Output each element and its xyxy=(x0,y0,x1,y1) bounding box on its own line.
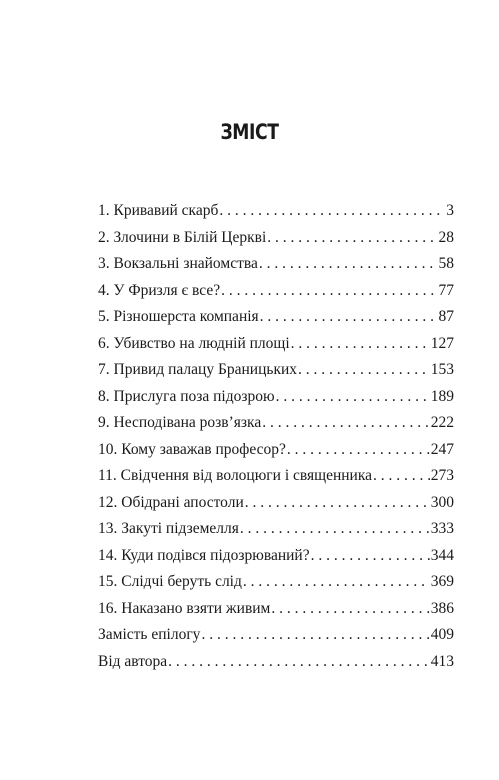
toc-entry xyxy=(98,255,454,282)
dot-leader xyxy=(287,441,430,459)
dot-leader xyxy=(373,467,430,485)
toc-entry-label: 8. Прислуга поза підозрою xyxy=(98,387,275,405)
toc-entry-label: 10. Кому заважав професор? xyxy=(98,440,286,458)
dot-leader xyxy=(168,653,430,671)
toc-entry-page: 386 xyxy=(430,599,454,617)
dot-leader xyxy=(260,308,438,326)
dot-leader xyxy=(267,229,437,247)
toc-entry-page: 127 xyxy=(430,334,454,352)
toc-entry-page: 333 xyxy=(430,520,454,537)
toc-entry-page: 28 xyxy=(438,228,454,246)
toc-entry xyxy=(98,520,454,547)
toc-entry xyxy=(98,494,454,521)
dot-leader xyxy=(221,282,437,300)
toc-entry-label: 12. Обідрані апостоли xyxy=(98,493,244,511)
dot-leader xyxy=(259,255,438,273)
toc-entry-page: 58 xyxy=(438,255,454,272)
toc-entry-page: 409 xyxy=(430,626,454,643)
toc-entry-page: 222 xyxy=(430,414,454,431)
toc-entry xyxy=(98,335,454,362)
dot-leader xyxy=(240,520,430,538)
toc-entry-label: 1. Кривавий скарб xyxy=(98,202,219,219)
toc-entry-page: 300 xyxy=(430,493,454,511)
toc-entry xyxy=(98,282,454,309)
toc-entry-label: 7. Привид палацу Браницьких xyxy=(98,361,298,378)
toc-entry xyxy=(98,573,454,600)
toc-entry-label: 16. Наказано взяти живим xyxy=(98,599,271,617)
toc-entry xyxy=(98,600,454,627)
toc-entry-label: 14. Куди подівся підозрюваний? xyxy=(98,546,310,564)
toc-entry xyxy=(98,229,454,256)
page-title: ЗМІСТ xyxy=(220,120,279,144)
toc-entry xyxy=(98,653,454,680)
dot-leader xyxy=(311,547,430,565)
toc-entry xyxy=(98,467,454,494)
dot-leader xyxy=(219,202,445,220)
toc-entry-page: 77 xyxy=(438,281,454,299)
dot-leader xyxy=(298,361,430,379)
dot-leader xyxy=(245,494,430,512)
dot-leader xyxy=(262,414,430,432)
toc-entry-label: 9. Несподівана розв’язка xyxy=(98,414,262,431)
toc-entry-label: Від автора xyxy=(98,652,168,670)
toc-entry xyxy=(98,308,454,335)
toc-entry-page: 413 xyxy=(430,652,454,670)
toc-entry xyxy=(98,547,454,574)
toc-entry-page: 153 xyxy=(430,361,454,378)
toc-entry-page: 3 xyxy=(446,202,454,219)
toc-entry-label: 4. У Фризля є все? xyxy=(98,281,221,299)
toc-entry-page: 247 xyxy=(430,440,454,458)
toc-entry-label: 13. Закуті підземелля xyxy=(98,520,239,537)
toc-entry-label: 2. Злочини в Білій Церкві xyxy=(98,228,267,246)
dot-leader xyxy=(243,573,430,591)
toc-entry xyxy=(98,388,454,415)
toc-entry xyxy=(98,361,454,388)
toc-entry-label: 15. Слідчі беруть слід xyxy=(98,573,242,590)
dot-leader xyxy=(276,388,430,406)
toc-entry-label: 3. Вокзальні знайомства xyxy=(98,255,258,272)
toc-entry-page: 189 xyxy=(430,387,454,405)
toc-entry xyxy=(98,202,454,229)
toc-entry-label: 11. Свідчення від волоцюги і священника xyxy=(98,467,373,484)
dot-leader xyxy=(291,335,430,353)
toc-entry-page: 273 xyxy=(430,467,454,484)
toc-entry xyxy=(98,626,454,653)
table-of-contents xyxy=(98,202,454,679)
dot-leader xyxy=(271,600,429,618)
dot-leader xyxy=(201,626,429,644)
toc-entry-page: 87 xyxy=(438,308,454,325)
toc-entry-page: 369 xyxy=(430,573,454,590)
toc-entry-page: 344 xyxy=(430,546,454,564)
toc-entry xyxy=(98,414,454,441)
toc-entry-label: 6. Убивство на людній площі xyxy=(98,334,290,352)
toc-entry-label: Замість епілогу xyxy=(98,626,201,643)
toc-entry xyxy=(98,441,454,468)
toc-entry-label: 5. Різношерста компанія xyxy=(98,308,259,325)
